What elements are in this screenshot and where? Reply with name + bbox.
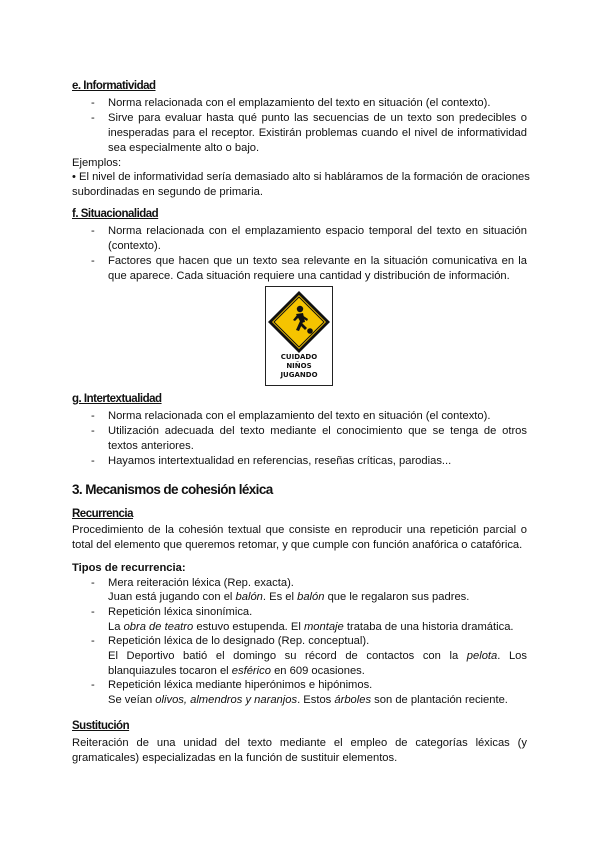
sign-text-line: NIÑOS	[286, 362, 312, 370]
list-item-continuation: sea especialmente alto o bajo.	[108, 142, 260, 154]
example-sentence: Se veían olivos, almendros y naranjos. Estos árboles son de plantación reciente.	[108, 694, 508, 706]
section-3-title: 3. Mecanismos de cohesión léxica	[72, 482, 273, 497]
bullet-dash: -	[91, 577, 95, 589]
section-f-title: f. Situacionalidad	[72, 208, 159, 220]
example-sentence: blanquiazules tocaron el esférico en 609 ocasiones.	[108, 665, 365, 677]
bullet-dash: -	[91, 112, 95, 124]
example-text: • El nivel de informatividad sería demasiado alto si habláramos de la formación de oraciones	[72, 171, 530, 183]
list-item: Hayamos intertextualidad en referencias, reseñas críticas, parodias...	[108, 455, 452, 467]
list-item: Mera reiteración léxica (Rep. exacta).	[108, 577, 294, 589]
section-e-title: e. Informatividad	[72, 80, 156, 92]
list-item: Norma relacionada con el emplazamiento del texto en situación (el contexto).	[108, 97, 491, 109]
list-item-continuation: textos anteriores.	[108, 440, 194, 452]
bullet-dash: -	[91, 455, 95, 467]
list-item: Utilización adecuada del texto mediante el conocimiento que se tenga de otros	[108, 425, 527, 437]
bullet-dash: -	[91, 635, 95, 647]
list-item: Sirve para evaluar hasta qué punto las secuencias de un texto son predecibles o	[108, 112, 527, 124]
list-item-continuation: inesperadas para el receptor. Existirán problemas cuando el nivel de informatividad	[108, 127, 527, 139]
sustitucion-title: Sustitución	[72, 720, 130, 732]
paragraph-text: gramaticales) especializadas en la función de sustituir elementos.	[72, 752, 398, 764]
section-g-title: g. Intertextualidad	[72, 393, 162, 405]
warning-diamond-icon	[266, 289, 332, 355]
bullet-dash: -	[91, 425, 95, 437]
list-item: Repetición léxica sinonímica.	[108, 606, 253, 618]
example-sentence: El Deportivo batió el domingo su récord de contactos con la pelota. Los	[108, 650, 527, 662]
list-item: Repetición léxica de lo designado (Rep. conceptual).	[108, 635, 370, 647]
examples-label: Ejemplos:	[72, 157, 122, 169]
sign-text-line: CUIDADO	[280, 353, 318, 361]
bullet-dash: -	[91, 606, 95, 618]
recurrencia-title: Recurrencia	[72, 508, 133, 520]
example-text: subordinadas en segundo de primaria.	[72, 186, 263, 198]
paragraph-text: Reiteración de una unidad del texto mediante el empleo de categorías léxicas (y	[72, 737, 527, 749]
example-sentence: Juan está jugando con el balón. Es el balón que le regalaron sus padres.	[108, 591, 470, 603]
tipos-title: Tipos de recurrencia:	[72, 562, 186, 574]
bullet-dash: -	[91, 410, 95, 422]
list-item-continuation: (contexto).	[108, 240, 161, 252]
bullet-dash: -	[91, 97, 95, 109]
bullet-dash: -	[91, 679, 95, 691]
list-item: Repetición léxica mediante hiperónimos e hipónimos.	[108, 679, 373, 691]
list-item: Norma relacionada con el emplazamiento del texto en situación (el contexto).	[108, 410, 491, 422]
children-playing-sign	[265, 286, 333, 386]
bullet-dash: -	[91, 255, 95, 267]
paragraph-text: Procedimiento de la cohesión textual que consiste en reproducir una repetición parcial o	[72, 524, 527, 536]
example-sentence: La obra de teatro estuvo estupenda. El montaje trataba de una historia dramática.	[108, 621, 514, 633]
list-item-continuation: que aparece. Cada situación requiere una cantidad y distribución de información.	[108, 270, 510, 282]
list-item: Factores que hacen que un texto sea relevante en la situación comunicativa en la	[108, 255, 527, 267]
bullet-dash: -	[91, 225, 95, 237]
sign-text-line: JUGANDO	[280, 371, 318, 379]
paragraph-text: total del elemento que queremos retomar, y que cumple con función anafórica o catafórica.	[72, 539, 523, 551]
list-item: Norma relacionada con el emplazamiento espacio temporal del texto en situación	[108, 225, 527, 237]
